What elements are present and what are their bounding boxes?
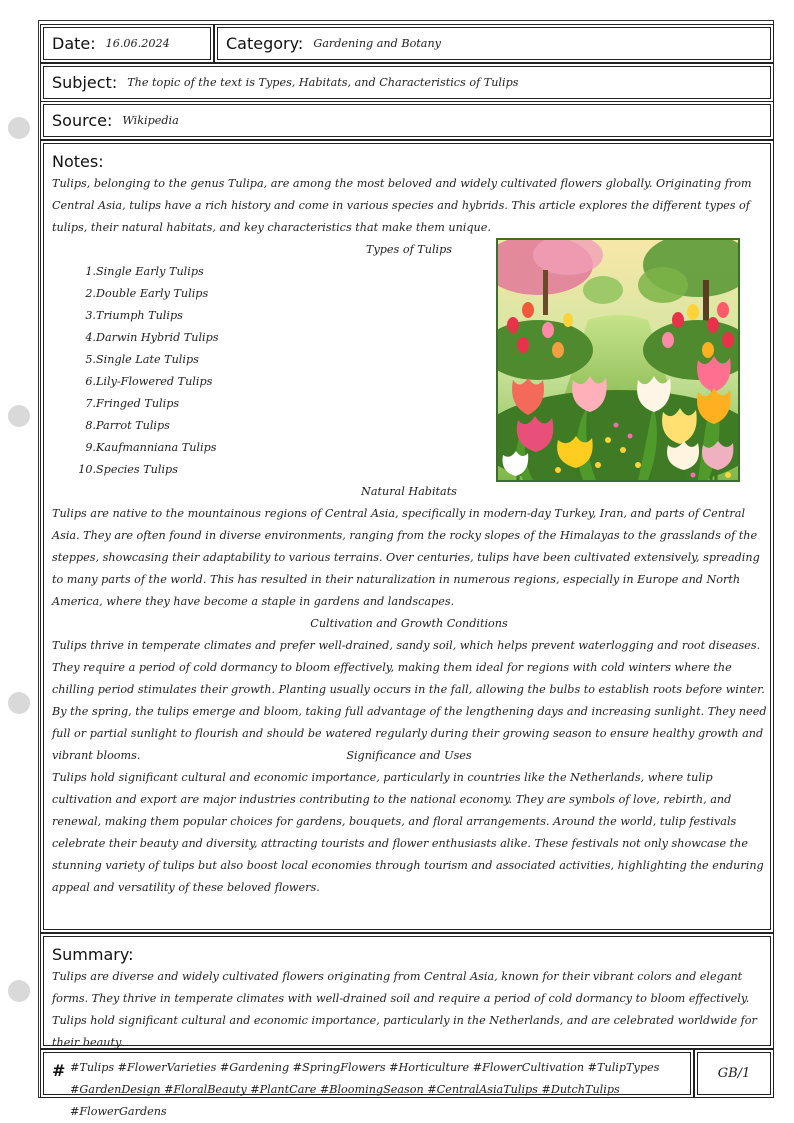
notes-label: Notes: xyxy=(52,152,104,171)
subject-label: Subject: xyxy=(52,73,118,92)
punch-hole xyxy=(8,692,30,714)
significance-text: Tulips hold significant cultural and economic importance, particularly in countries like the Netherlands, where tulip cultivation and export are major industries contributing to the national economy. They are symbols of love, rebirth, and renewal, making them popular choices for gardens, bouquets, and floral arrangements. Around the world, tulip festivals celebrate their beauty and diversity, attracting tourists and flower enthusiasts alike. These festivals not only showcase the stunning variety of tulips but also boost local economies through tourism and associated activities, highlighting the enduring appeal and versatility of these beloved flowers. xyxy=(52,771,764,894)
list-item: 9. Kaufmanniana Tulips xyxy=(85,441,217,454)
list-item: 7. Fringed Tulips xyxy=(85,397,180,410)
punch-hole xyxy=(8,117,30,139)
notes-intro: Tulips, belonging to the genus Tulipa, are among the most beloved and widely cultivated flowers globally. Originating from Central Asia, tulips have a rich history and come in various species and hybrids. This article explores the different types of tulips, their natural habitats, and key characteristics that make them unique. xyxy=(52,177,752,234)
date-label: Date: xyxy=(52,34,96,53)
punch-hole xyxy=(8,405,30,427)
list-item: 2. Double Early Tulips xyxy=(85,287,209,300)
list-item: 5. Single Late Tulips xyxy=(85,353,199,366)
significance-heading: Significance and Uses xyxy=(346,749,472,762)
notes-box xyxy=(43,143,771,930)
category-value: Gardening and Botany xyxy=(313,37,441,50)
subject-value: The topic of the text is Types, Habitats, and Characteristics of Tulips xyxy=(127,76,519,89)
list-item: 6. Lily-Flowered Tulips xyxy=(85,375,213,388)
summary-label: Summary: xyxy=(52,945,134,964)
tags-box xyxy=(43,1052,691,1118)
cultivation-text: Tulips thrive in temperate climates and prefer well-drained, sandy soil, which helps prevent waterlogging and root diseases. They require a period of cold dormancy to bloom effectively, making them ideal for regions with cold winters where the chilling period stimulates their growth. Planting usually occurs in the fall, allowing the bulbs to establish roots before winter. By the spring, the tulips emerge and bloom, taking full advantage of the lengthening days and increasing sunlight. They need full or partial sunlight to flourish and should be watered regularly during their growing season to ensure healthy growth and vibrant blooms. xyxy=(52,639,767,762)
tulip-types-list xyxy=(68,261,219,481)
note-sheet xyxy=(38,20,774,1118)
list-item: 8. Parrot Tulips xyxy=(85,419,170,432)
punch-hole xyxy=(8,980,30,1002)
list-item: 4. Darwin Hybrid Tulips xyxy=(85,331,219,344)
habitats-heading: Natural Habitats xyxy=(361,485,457,498)
types-heading: Types of Tulips xyxy=(365,243,453,256)
summary-text: Tulips are diverse and widely cultivated flowers originating from Central Asia, known for their vibrant colors and elegant forms. They thrive in temperate climates with well-drained soil and require a period of cold dormancy to bloom effectively. Tulips hold significant cultural and economic importance, particularly in the Netherlands, and are celebrated worldwide for their beauty. xyxy=(52,970,757,1049)
source-label: Source: xyxy=(52,111,113,130)
category-label: Category: xyxy=(226,34,304,53)
category-box xyxy=(217,27,771,60)
list-item: 10. Species Tulips xyxy=(78,463,178,476)
date-box xyxy=(43,27,211,60)
source-value: Wikipedia xyxy=(122,114,179,127)
date-value: 16.06.2024 xyxy=(105,37,170,50)
source-box xyxy=(43,104,771,137)
tulip-garden-image xyxy=(496,238,740,482)
hash-icon: # xyxy=(52,1061,66,1080)
code-box xyxy=(697,1052,771,1095)
cultivation-heading: Cultivation and Growth Conditions xyxy=(310,617,508,630)
summary-box xyxy=(43,936,771,1049)
habitats-text: Tulips are native to the mountainous regions of Central Asia, specifically in modern-day Turkey, Iran, and parts of Central Asia. They are often found in diverse environments, ranging from the rocky slopes of the Himalayas to the grasslands of the steppes, showcasing their adaptability to various terrains. Over centuries, tulips have been cultivated extensively, spreading to many parts of the world. This has resulted in their naturalization in numerous regions, especially in Europe and North America, where they have become a staple in gardens and landscapes. xyxy=(52,507,760,608)
subject-box xyxy=(43,66,771,99)
note-code: GB/1 xyxy=(717,1066,751,1081)
list-item: 1. Single Early Tulips xyxy=(85,265,204,278)
hashtags: #Tulips #FlowerVarieties #Gardening #SpringFlowers #Horticulture #FlowerCultivation #TulipTypes #GardenDesign #FloralBeauty #PlantCare #BloomingSeason #CentralAsiaTulips #DutchTulips #FlowerGardens xyxy=(70,1061,660,1118)
list-item: 3. Triumph Tulips xyxy=(85,309,183,322)
